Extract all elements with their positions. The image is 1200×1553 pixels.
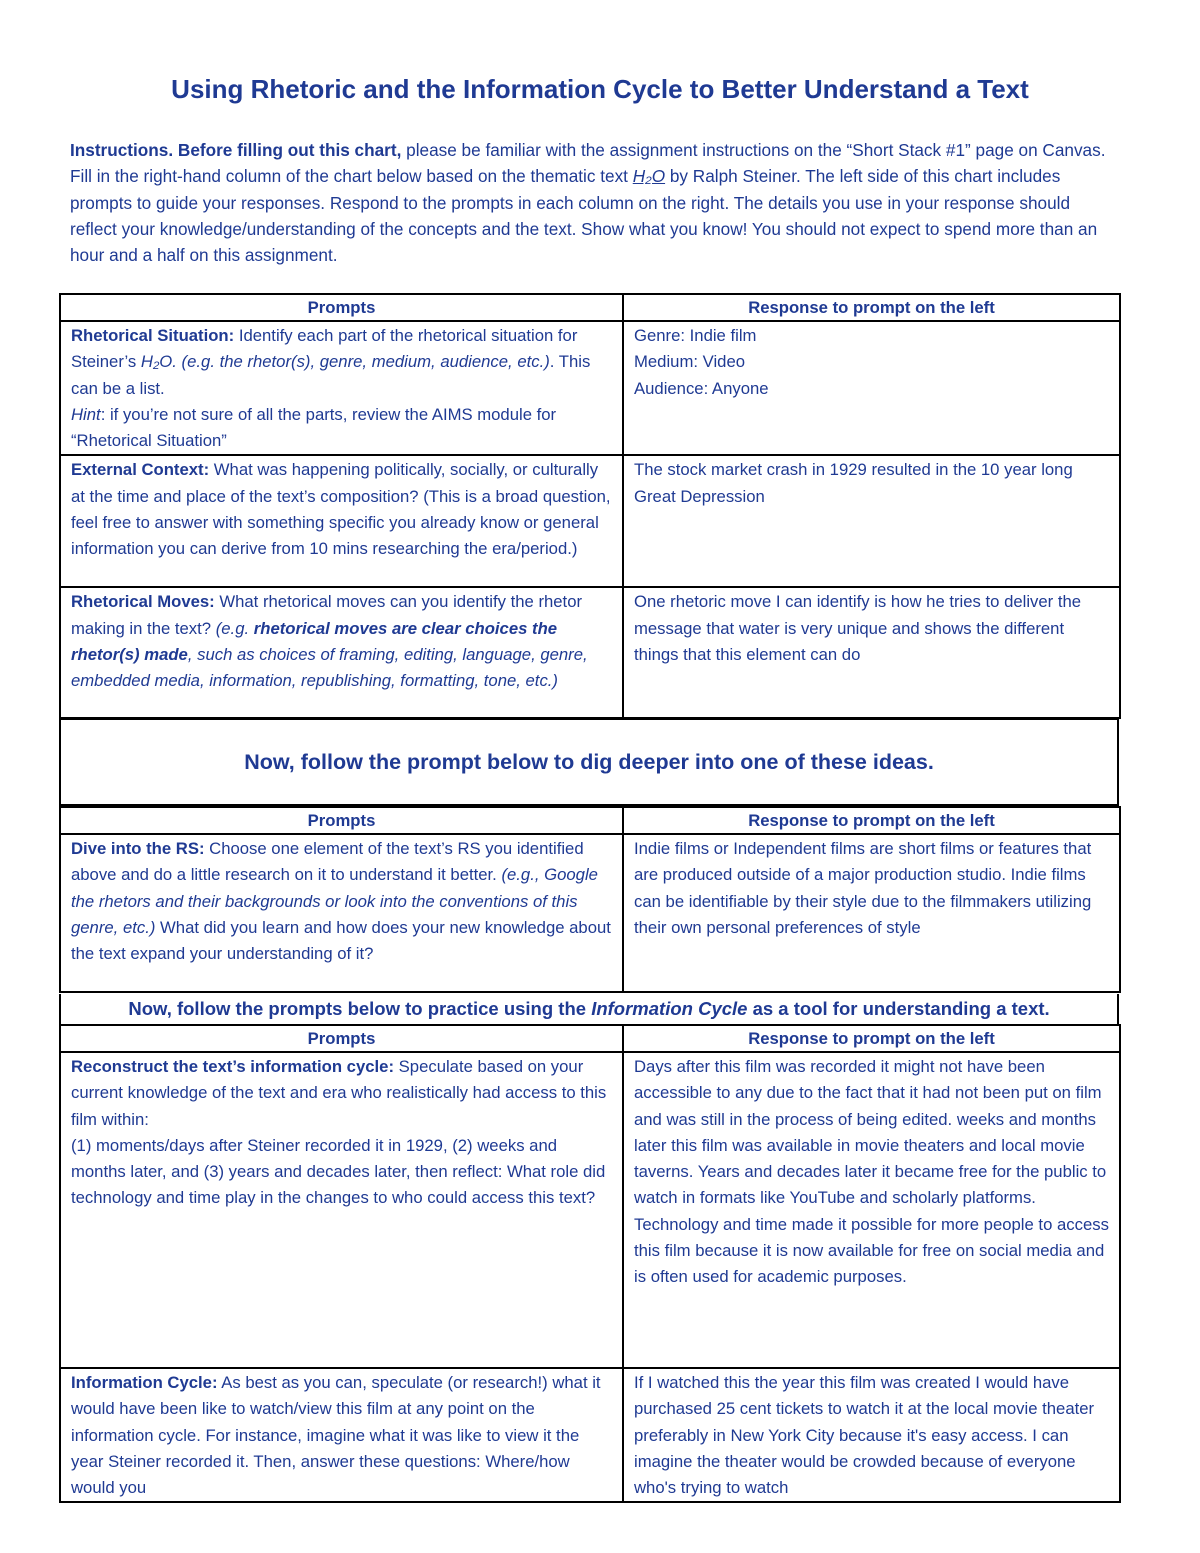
hint-text: : if you’re not sure of all the parts, review the AIMS module for “Rhetorical Situation”	[71, 404, 557, 451]
instructions-text-2: by Ralph Steiner. The left side of this chart includes prompts to guide your responses. Respond to the prompts in each column on the right. The details you use in your response should reflect your knowledge/understanding of the concepts and the text. Show what you know! You should not expect to spend more than an hour and a half on this assignment.	[70, 166, 1098, 266]
prompt-text: What rhetorical moves can you identify the rhetor making in the text?	[71, 592, 583, 638]
response-header: Response to prompt on the left	[623, 294, 1120, 321]
prompt-bold-italic: rhetorical moves are clear choices the rhetor(s) made	[71, 618, 558, 665]
page-title: Using Rhetoric and the Information Cycle to Better Understand a Text	[171, 74, 1029, 104]
response-text: One rhetoric move I can identify is how he tries to deliver the message that water is very unique and shows the different things that this element can do	[634, 592, 1082, 665]
prompt-italic: H₂O. (e.g. the rhetor(s), genre, medium, audience, etc.)	[140, 352, 550, 372]
table-header-row	[60, 294, 1120, 321]
response-header: Response to prompt on the left	[623, 1025, 1120, 1052]
prompts-header: Prompts	[60, 1025, 623, 1052]
response-cell[interactable]	[623, 587, 1120, 718]
table-row	[60, 455, 1120, 587]
response-text: Days after this film was recorded it might not have been accessible to any due to the fact that it had not been put on film and was still in the process of being edited. weeks and months later this film was available in movie theaters and local movie taverns. Years and decades later it became free for the public to watch in formats like YouTube and scholarly platforms. Technology and time made it possible for more people to access this film because it is now available for free on social media and is often used for academic purposes.	[634, 1057, 1109, 1287]
section-heading-dig-deeper	[59, 718, 1119, 806]
table-row	[60, 1368, 1120, 1502]
chart-table-2	[59, 806, 1121, 993]
response-cell[interactable]	[623, 1052, 1120, 1368]
table-header-row	[60, 1025, 1120, 1052]
prompt-label: External Context:	[71, 460, 210, 480]
response-cell[interactable]	[623, 321, 1120, 455]
table-header-row	[60, 807, 1120, 834]
chart-table-3	[59, 1024, 1121, 1503]
chart-table-1	[59, 293, 1121, 719]
prompt-label: Rhetorical Moves:	[71, 592, 215, 612]
prompt-text: As best as you can, speculate (or research!) what it would have been like to watch/view this film at any point on the information cycle. For instance, imagine what it was like to view it the year Steiner recorded it. Then, answer these questions: Where/how would you	[71, 1373, 601, 1498]
section-heading-text: Now, follow the prompt below to dig deeper into one of these ideas.	[244, 749, 934, 774]
instructions-paragraph	[70, 137, 1120, 268]
section-heading-information-cycle	[59, 994, 1119, 1024]
hint-label: Hint	[71, 404, 101, 424]
prompt-italic: , such as choices of framing, editing, language, genre, embedded media, information, republishing, formatting, tone, etc.)	[71, 645, 588, 691]
prompt-cell-reconstruct-cycle	[60, 1052, 623, 1368]
prompt-cell-external-context	[60, 455, 623, 587]
response-cell[interactable]	[623, 455, 1120, 587]
section-heading-text: Now, follow the prompts below to practice using the	[128, 998, 592, 1019]
text-title-h2o: H₂O	[632, 166, 666, 187]
response-cell[interactable]	[623, 834, 1120, 992]
prompt-label: Reconstruct the text’s information cycle:	[71, 1057, 395, 1076]
prompt-cell-information-cycle	[60, 1368, 623, 1502]
response-text: The stock market crash in 1929 resulted in the 10 year long Great Depression	[634, 460, 1073, 506]
response-line: Audience: Anyone	[634, 378, 769, 398]
table-row	[60, 321, 1120, 455]
section-heading-italic: Information Cycle	[591, 998, 748, 1019]
prompt-text: (1) moments/days after Steiner recorded it in 1929, (2) weeks and months later, and (3) years and decades later, then reflect: What role did technology and time play in the changes to who could access this text?	[71, 1135, 606, 1208]
prompt-cell-rhetorical-moves	[60, 587, 623, 718]
prompt-text: Choose one element of the text’s RS you identified above and do a little research on it to understand it better.	[71, 839, 584, 885]
response-header: Response to prompt on the left	[623, 807, 1120, 834]
prompt-label: Rhetorical Situation:	[71, 326, 235, 345]
table-row	[60, 834, 1120, 992]
prompt-label: Dive into the RS:	[71, 839, 205, 858]
prompts-header: Prompts	[60, 807, 623, 834]
prompt-cell-dive-into-rs	[60, 834, 623, 992]
prompt-text: . This can be a list.	[71, 352, 591, 398]
prompt-text: Identify each part of the rhetorical situation for Steiner’s	[71, 326, 578, 372]
response-line: Genre: Indie film	[634, 326, 757, 345]
prompt-text: What did you learn and how does your new knowledge about the text expand your understanding of it?	[71, 917, 611, 964]
prompt-text: What was happening politically, socially, or culturally at the time and place of the text’s composition? (This is a broad question, feel free to answer with something specific you already know or general information you can derive from 10 mins researching the era/period.)	[71, 460, 611, 559]
table-row	[60, 587, 1120, 718]
response-text: If I watched this the year this film was created I would have purchased 25 cent tickets to watch it at the local movie theater preferably in New York City because it's easy access. I can imagine the theater would be crowded because of everyone who's trying to watch	[634, 1373, 1095, 1498]
section-heading-text: as a tool for understanding a text.	[747, 998, 1050, 1019]
prompt-cell-rhetorical-situation	[60, 321, 623, 455]
instructions-text-1: please be familiar with the assignment instructions on the “Short Stack #1” page on Canvas. Fill in the right-hand column of the chart below based on the thematic text	[70, 140, 1106, 187]
response-text: Indie films or Independent films are short films or features that are produced outside of a major production studio. Indie films can be identifiable by their style due to the filmmakers utilizing their own personal preferences of style	[634, 839, 1092, 937]
response-cell[interactable]	[623, 1368, 1120, 1502]
table-row	[60, 1052, 1120, 1368]
prompt-text: Speculate based on your current knowledge of the text and era who realistically had access to this film within:	[71, 1057, 607, 1129]
prompt-italic: (e.g.	[215, 618, 254, 638]
prompt-italic: (e.g., Google the rhetors and their backgrounds or look into the conventions of this genre, etc.)	[71, 865, 598, 937]
response-line: Medium: Video	[634, 352, 746, 372]
instructions-lead: Instructions. Before filling out this chart,	[70, 140, 402, 160]
prompts-header: Prompts	[60, 294, 623, 321]
prompt-label: Information Cycle:	[71, 1373, 218, 1392]
